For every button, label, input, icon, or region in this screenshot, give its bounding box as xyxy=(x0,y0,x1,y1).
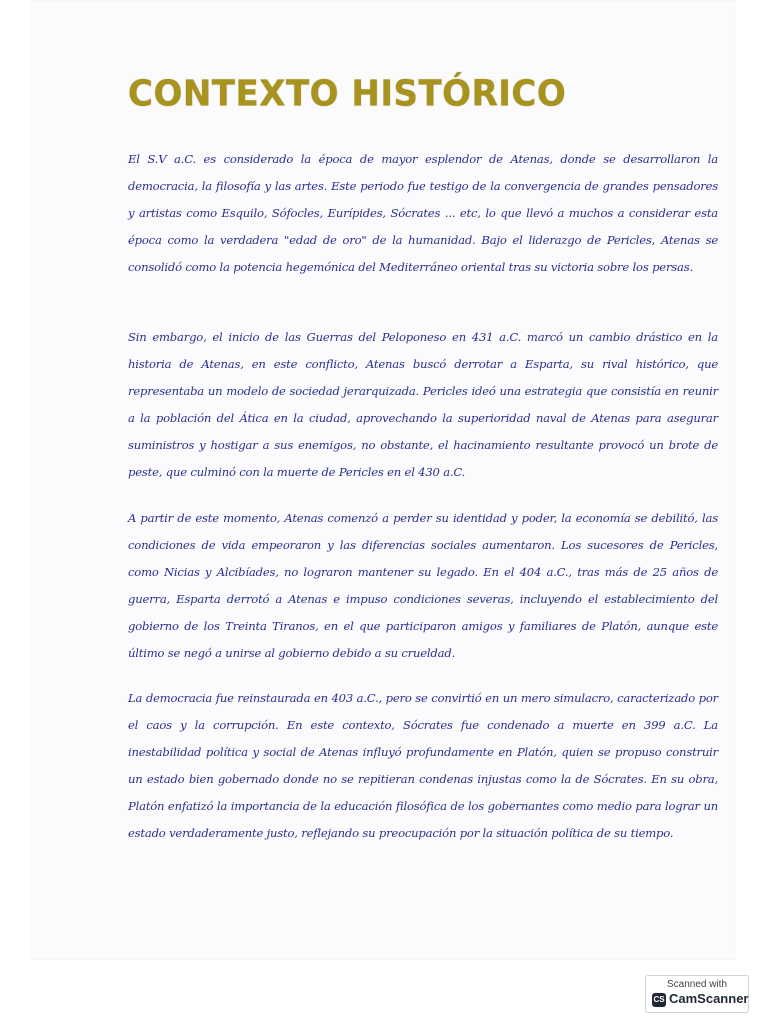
watermark-app-name: CamScanner xyxy=(669,991,749,1006)
camscanner-watermark xyxy=(645,975,749,1013)
watermark-scanned-with: Scanned with xyxy=(666,979,728,990)
document-title: CONTEXTO HISTÓRICO xyxy=(128,73,567,115)
paragraph-1: El S.V a.C. es considerado la época de mayor esplendor de Atenas, donde se desarrollaron la democracia, la filosofía y las artes. Este periodo fue testigo de la convergencia de grandes pensadores y artistas como Esquilo, Sófocles, Eurípides, Sócrates ... etc, lo que llevó a muchos a considerar esta época como la verdadera "edad de oro" de la humanidad. Bajo el liderazgo de Pericles, Atenas se consolidó como la potencia hegemónica del Mediterráneo oriental tras su victoria sobre los persas. xyxy=(128,152,718,274)
scan-margin xyxy=(736,0,768,1024)
paragraph-2: Sin embargo, el inicio de las Guerras del Peloponeso en 431 a.C. marcó un cambio drástico en la historia de Atenas, en este conflicto, Atenas buscó derrotar a Esparta, su rival histórico, que representaba un modelo de sociedad jerarquizada. Pericles ideó una estrategia que consistía en reunir a la población del Ática en la ciudad, aprovechando la superioridad naval de Atenas para asegurar suministros y hostigar a sus enemigos, no obstante, el hacinamiento resultante provocó un brote de peste, que culminó con la muerte de Pericles en el 430 a.C. xyxy=(128,330,718,479)
paragraph-3: A partir de este momento, Atenas comenzó a perder su identidad y poder, la economía se debilitó, las condiciones de vida empeoraron y las diferencias sociales aumentaron. Los sucesores de Pericles, como Nicias y Alcibíades, no lograron mantener su legado. En el 404 a.C., tras más de 25 años de guerra, Esparta derrotó a Atenas e impuso condiciones severas, incluyendo el establecimiento del gobierno de los Treinta Tiranos, en el que participaron amigos y familiares de Platón, aunque este último se negó a unirse al gobierno debido a su crueldad. xyxy=(128,511,718,660)
camscanner-logo-icon: CS xyxy=(652,993,666,1007)
paragraph-4: La democracia fue reinstaurada en 403 a.C., pero se convirtió en un mero simulacro, caracterizado por el caos y la corrupción. En este contexto, Sócrates fue condenado a muerte en 399 a.C. La inestabilidad política y social de Atenas influyó profundamente en Platón, quien se propuso construir un estado bien gobernado donde no se repitieran condenas injustas como la de Sócrates. En su obra, Platón enfatizó la importancia de la educación filosófica de los gobernantes como medio para lograr un estado verdaderamente justo, reflejando su preocupación por la situación política de su tiempo. xyxy=(128,691,718,840)
